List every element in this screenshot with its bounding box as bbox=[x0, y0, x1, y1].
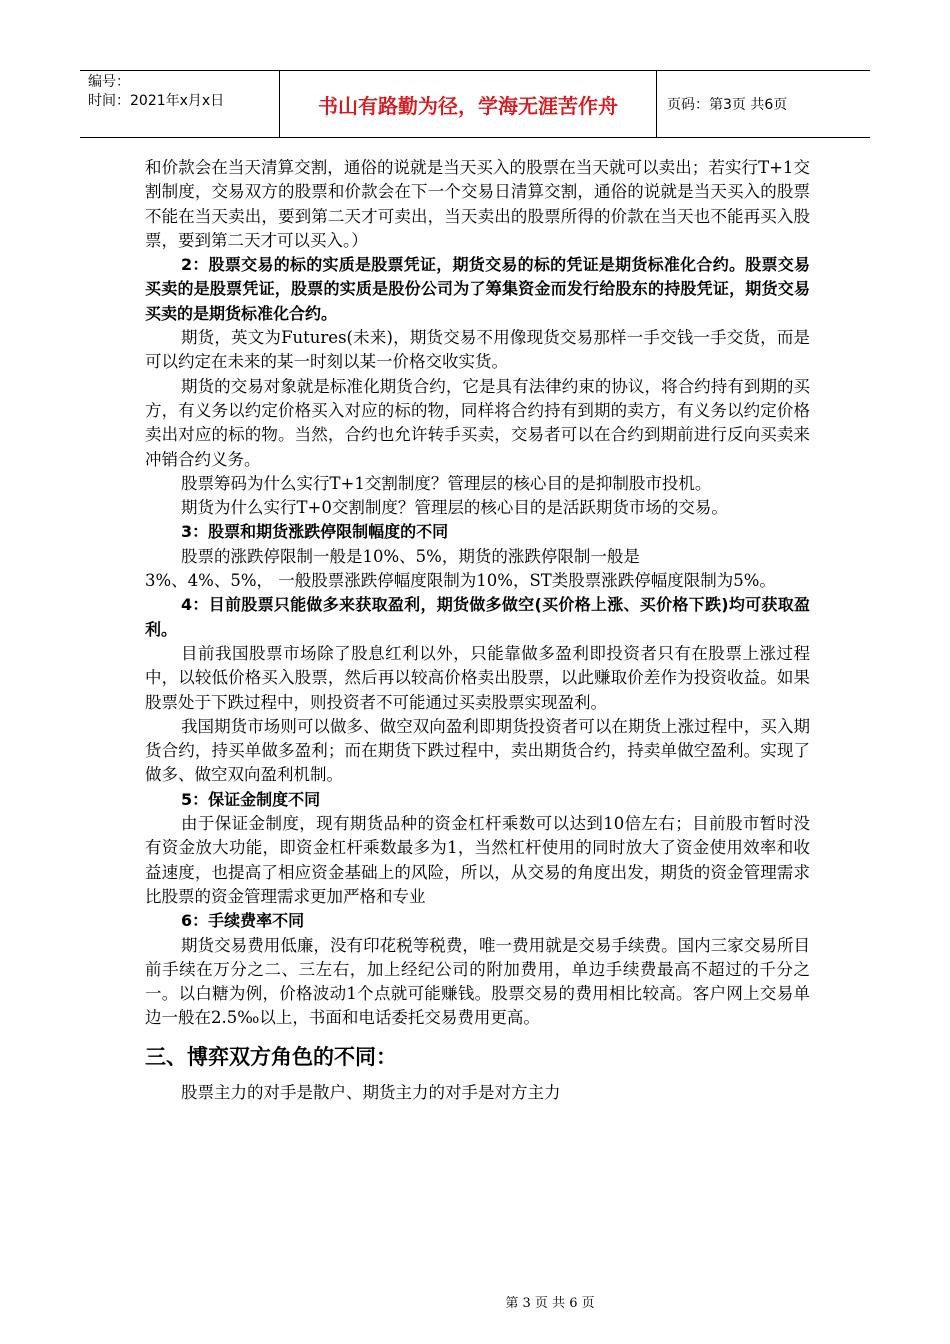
paragraph: 和价款会在当天清算交割，通俗的说就是当天买入的股票在当天就可以卖出；若实行T+1交割制度，交易双方的股票和价款会在下一个交易日清算交割，通俗的说就是当天买入的股票不能在当天卖出，要到第二天才可卖出，当天卖出的股票所得的价款在当天也不能再买入股票，要到第二天才可以买入。） bbox=[145, 158, 810, 250]
section-heading-5: 5：保证金制度不同 bbox=[181, 789, 321, 809]
paragraph: 期货为什么实行T+0交割制度？管理层的核心目的是活跃期货市场的交易。 bbox=[181, 498, 728, 518]
paragraph: 我国期货市场则可以做多、做空双向盈利即期货投资者可以在期货上涨过程中，买入期货合约，持买单做多盈利；而在期货下跌过程中，卖出期货合约，持卖单做空盈利。实现了做多、做空双向盈利机制。 bbox=[145, 716, 810, 785]
paragraph: 期货交易费用低廉，没有印花税等税费，唯一费用就是交易手续费。国内三家交易所目前手续在万分之二、三左右，加上经纪公司的附加费用，单边手续费最高不超过的千分之一。以白糖为例，价格波动1个点就可能赚钱。股票交易的费用相比较高。客户网上交易单边一般在2.5‰以上，书面和电话委托交易费用更高。 bbox=[145, 935, 810, 1028]
paragraph: 股票的涨跌停限制一般是10%、5%，期货的涨跌停限制一般是 bbox=[181, 546, 640, 566]
document-body bbox=[145, 156, 810, 1105]
paragraph: 目前我国股票市场除了股息红利以外，只能靠做多盈利即投资者只有在股票上涨过程中，以较低价格买入股票，然后再以较高价格卖出股票，以此赚取价差作为投资收益。如果股票处于下跌过程中，则投资者不可能通过买卖股票实现盈利。 bbox=[145, 643, 810, 712]
paragraph: 由于保证金制度，现有期货品种的资金杠杆乘数可以达到10倍左右；目前股市暂时没有资金放大功能，即资金杠杆乘数最多为1，当然杠杆使用的同时放大了资金使用效率和收益速度，也提高了相应资金基础上的风险，所以，从交易的角度出发，期货的资金管理需求比股票的资金管理需求更加严格和专业 bbox=[145, 814, 810, 906]
page-header bbox=[80, 70, 870, 138]
date-label: 时间：2021年x月x日 bbox=[88, 93, 225, 109]
section-heading-2: 2：股票交易的标的实质是股票凭证，期货交易的标的凭证是期货标准化合约。股票交易买卖的是股票凭证，股票的实质是股份公司为了筹集资金而发行给股东的持股凭证，期货交易买卖的是期货标准化合约。 bbox=[145, 255, 810, 323]
section-heading-4: 4：目前股票只能做多来获取盈利，期货做多做空(买价格上涨、买价格下跌)均可获取盈利。 bbox=[145, 595, 810, 639]
code-label: 编号： bbox=[88, 74, 130, 90]
section-heading-6: 6：手续费率不同 bbox=[181, 911, 305, 931]
paragraph: 3%、4%、5%， 一般股票涨跌停幅度限制为10%，ST类股票涨跌停幅度限制为5%。 bbox=[145, 571, 776, 591]
header-meta bbox=[80, 71, 280, 137]
paragraph: 股票筹码为什么实行T+1交割制度？管理层的核心目的是抑制股市投机。 bbox=[181, 473, 712, 493]
paragraph: 期货的交易对象就是标准化期货合约，它是具有法律约束的协议，将合约持有到期的买方，有义务以约定价格买入对应的标的物，同样将合约持有到期的卖方，有义务以约定价格卖出对应的标的物。当然，合约也允许转手买卖，交易者可以在合约到期前进行反向买卖来冲销合约义务。 bbox=[145, 376, 810, 469]
header-page-label: 页码：第3页 共6页 bbox=[667, 97, 788, 113]
page-footer bbox=[0, 1292, 950, 1311]
header-motto: 书山有路勤为径，学海无涯苦作舟 bbox=[280, 71, 657, 137]
chapter-heading: 三、博弈双方角色的不同： bbox=[145, 1044, 397, 1069]
section-heading-3: 3：股票和期货涨跌停限制幅度的不同 bbox=[181, 522, 449, 542]
paragraph: 股票主力的对手是散户、期货主力的对手是对方主力 bbox=[181, 1082, 561, 1102]
paragraph: 期货，英文为Futures(未来)，期货交易不用像现货交易那样一手交钱一手交货，而是可以约定在未来的某一时刻以某一价格交收实货。 bbox=[145, 328, 810, 372]
footer-page-number: 第 3 页 共 6 页 bbox=[505, 1296, 595, 1311]
